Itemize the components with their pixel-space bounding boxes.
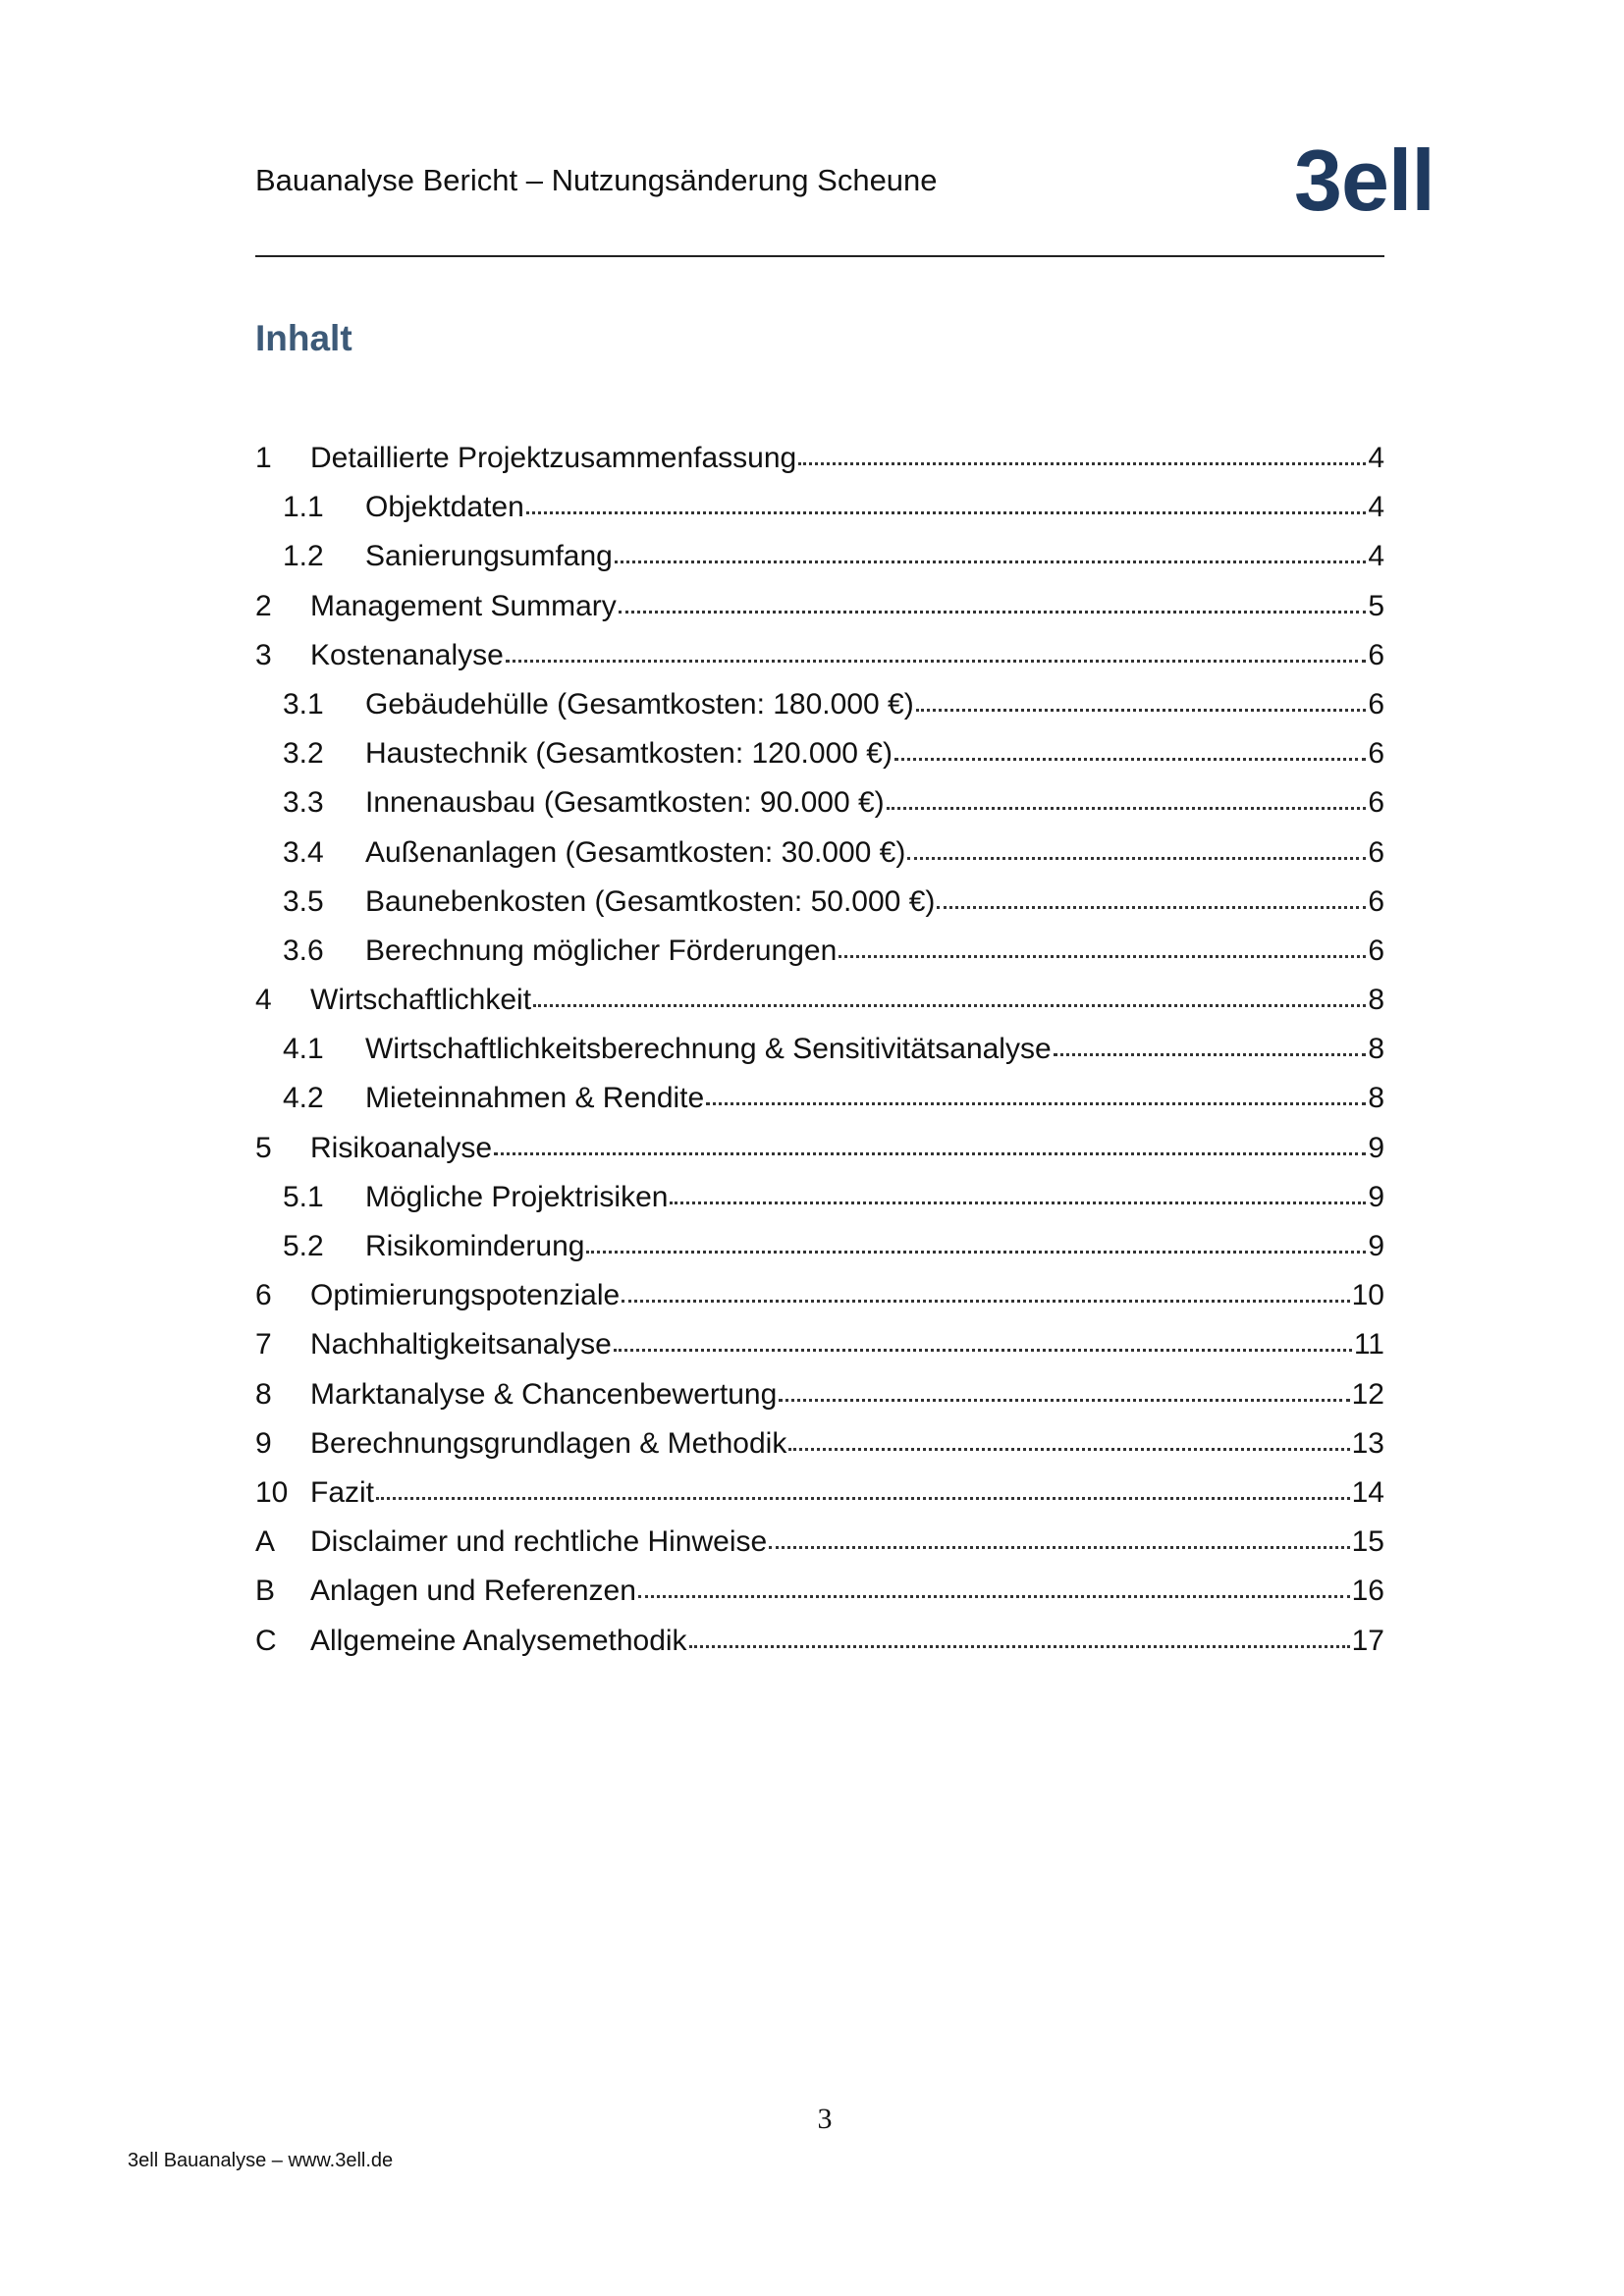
toc-entry[interactable] xyxy=(255,1074,1384,1123)
toc-entry-page: 13 xyxy=(1351,1426,1384,1460)
toc-entry-title: Disclaimer und rechtliche Hinweise xyxy=(310,1525,768,1559)
toc-entry-page: 5 xyxy=(1368,589,1384,622)
toc-entry-page: 17 xyxy=(1351,1624,1384,1657)
toc-entry-title: Anlagen und Referenzen xyxy=(310,1575,636,1608)
toc-heading: Inhalt xyxy=(255,318,352,358)
toc-entry-page: 15 xyxy=(1351,1525,1384,1559)
toc-entry[interactable] xyxy=(255,828,1384,878)
toc-entry-number: C xyxy=(255,1624,277,1657)
toc-entry-number: 5 xyxy=(255,1131,272,1164)
toc-entry-title: Innenausbau (Gesamtkosten: 90.000 €) xyxy=(365,786,885,820)
toc-entry[interactable] xyxy=(255,1271,1384,1320)
toc-entry[interactable] xyxy=(255,532,1384,581)
toc-entry-number: 2 xyxy=(255,589,272,622)
toc-dot-leader xyxy=(638,1595,1350,1598)
toc-entry-number: 3 xyxy=(255,638,272,671)
toc-entry[interactable] xyxy=(255,729,1384,778)
toc-entry-number: 3.4 xyxy=(283,835,324,869)
toc-entry[interactable] xyxy=(255,582,1384,631)
toc-entry-number: 3.2 xyxy=(283,737,324,771)
toc-entry-page: 9 xyxy=(1368,1131,1384,1164)
toc-entry-page: 8 xyxy=(1368,1082,1384,1115)
toc-dot-leader xyxy=(779,1399,1349,1402)
toc-entry-page: 6 xyxy=(1368,786,1384,820)
toc-dot-leader xyxy=(916,709,1367,712)
toc-entry[interactable] xyxy=(255,1124,1384,1173)
toc-entry[interactable] xyxy=(255,1222,1384,1271)
toc-entry-page: 12 xyxy=(1351,1377,1384,1411)
toc-entry[interactable] xyxy=(255,927,1384,976)
toc-entry-title: Gebäudehülle (Gesamtkosten: 180.000 €) xyxy=(365,687,914,721)
toc-entry-page: 6 xyxy=(1368,884,1384,918)
toc-entry-page: 6 xyxy=(1368,835,1384,869)
toc-entry[interactable] xyxy=(255,434,1384,483)
toc-dot-leader xyxy=(494,1152,1366,1155)
toc-dot-leader xyxy=(526,511,1367,514)
toc-dot-leader xyxy=(887,807,1367,810)
toc-entry-title: Marktanalyse & Chancenbewertung xyxy=(310,1377,778,1411)
toc-entry[interactable] xyxy=(255,976,1384,1025)
toc-entry[interactable] xyxy=(255,631,1384,680)
toc-entry-title: Berechnung möglicher Förderungen xyxy=(365,934,838,967)
toc-dot-leader xyxy=(894,758,1366,761)
toc-entry[interactable] xyxy=(255,1518,1384,1567)
page-number: 3 xyxy=(817,2103,833,2135)
toc-entry[interactable] xyxy=(255,1468,1384,1518)
toc-dot-leader xyxy=(614,1349,1352,1352)
toc-entry[interactable] xyxy=(255,1617,1384,1666)
toc-entry-page: 14 xyxy=(1351,1475,1384,1509)
toc-entry-number: 1.1 xyxy=(283,491,324,524)
toc-entry-title: Berechnungsgrundlagen & Methodik xyxy=(310,1426,787,1460)
toc-dot-leader xyxy=(506,660,1367,663)
toc-entry-page: 4 xyxy=(1368,442,1384,474)
toc-dot-leader xyxy=(533,1004,1366,1007)
toc-dot-leader xyxy=(1054,1053,1367,1056)
toc-dot-leader xyxy=(689,1645,1350,1648)
toc-entry-number: 6 xyxy=(255,1279,272,1312)
toc-entry-title: Fazit xyxy=(310,1475,375,1509)
toc-entry[interactable] xyxy=(255,483,1384,532)
toc-entry[interactable] xyxy=(255,1370,1384,1419)
toc-entry-number: 8 xyxy=(255,1377,272,1411)
toc-entry-title: Wirtschaftlichkeit xyxy=(310,984,532,1017)
toc-entry-page: 9 xyxy=(1368,1180,1384,1213)
toc-entry-page: 6 xyxy=(1368,737,1384,771)
toc-entry-title: Sanierungsumfang xyxy=(365,540,613,573)
toc-entry-number: 3.6 xyxy=(283,934,324,967)
toc-dot-leader xyxy=(622,1300,1349,1303)
toc-dot-leader xyxy=(839,955,1366,958)
header-divider xyxy=(255,255,1384,257)
toc-entry[interactable] xyxy=(255,680,1384,729)
toc-entry-page: 9 xyxy=(1368,1230,1384,1262)
toc-entry-title: Nachhaltigkeitsanalyse xyxy=(310,1328,612,1362)
toc-dot-leader xyxy=(788,1448,1349,1451)
toc-entry-title: Management Summary xyxy=(310,589,617,622)
toc-entry-number: 5.1 xyxy=(283,1180,324,1213)
toc-entry[interactable] xyxy=(255,1567,1384,1616)
toc-entry-number: 4.1 xyxy=(283,1033,324,1066)
toc-entry-title: Objektdaten xyxy=(365,491,524,524)
toc-entry-number: B xyxy=(255,1575,276,1608)
brand-logo: 3ell xyxy=(1294,132,1435,229)
toc-entry-number: 5.2 xyxy=(283,1230,324,1262)
toc-entry[interactable] xyxy=(255,1173,1384,1222)
toc-dot-leader xyxy=(798,462,1366,465)
toc-entry-number: 1.2 xyxy=(283,540,324,573)
document-header-title: Bauanalyse Bericht – Nutzungsänderung Scheune xyxy=(255,163,938,197)
toc-dot-leader xyxy=(706,1102,1366,1105)
toc-entry-number: 3.3 xyxy=(283,786,324,820)
toc-entry-number: 3.1 xyxy=(283,687,324,721)
toc-entry-title: Optimierungspotenziale xyxy=(310,1279,621,1312)
toc-entry-page: 16 xyxy=(1351,1575,1384,1608)
toc-entry-number: 3.5 xyxy=(283,884,324,918)
toc-dot-leader xyxy=(586,1251,1366,1254)
toc-entry-title: Mieteinnahmen & Rendite xyxy=(365,1082,705,1115)
toc-entry-page: 6 xyxy=(1368,687,1384,721)
toc-entry-title: Haustechnik (Gesamtkosten: 120.000 €) xyxy=(365,737,893,771)
toc-dot-leader xyxy=(937,906,1366,909)
toc-entry-title: Detaillierte Projektzusammenfassung xyxy=(310,442,797,474)
toc-dot-leader xyxy=(615,561,1366,563)
toc-entry-title: Allgemeine Analysemethodik xyxy=(310,1624,687,1657)
toc-entry[interactable] xyxy=(255,1419,1384,1468)
toc-entry-number: 4 xyxy=(255,984,272,1017)
toc-entry[interactable] xyxy=(255,1320,1384,1369)
toc-entry-page: 4 xyxy=(1368,491,1384,524)
toc-dot-leader xyxy=(619,611,1367,614)
toc-dot-leader xyxy=(769,1546,1349,1549)
toc-entry-page: 6 xyxy=(1368,638,1384,671)
toc-dot-leader xyxy=(670,1201,1366,1204)
toc-entry[interactable] xyxy=(255,1025,1384,1074)
footer-text: 3ell Bauanalyse – www.3ell.de xyxy=(128,2150,394,2171)
toc-entry-page: 10 xyxy=(1351,1279,1384,1312)
toc-entry-page: 8 xyxy=(1368,984,1384,1017)
toc-entry-number: 10 xyxy=(255,1475,289,1509)
toc-dot-leader xyxy=(376,1497,1350,1500)
toc-entry-page: 8 xyxy=(1368,1033,1384,1066)
toc-entry-number: A xyxy=(255,1525,276,1559)
toc-entry-page: 11 xyxy=(1353,1328,1384,1362)
toc-entry-title: Risikoanalyse xyxy=(310,1131,493,1164)
toc-entry-number: 4.2 xyxy=(283,1082,324,1115)
toc-entry[interactable] xyxy=(255,778,1384,828)
toc-entry-title: Baunebenkosten (Gesamtkosten: 50.000 €) xyxy=(365,884,936,918)
table-of-contents xyxy=(255,434,1384,1666)
toc-entry-number: 1 xyxy=(255,442,272,474)
toc-entry-page: 4 xyxy=(1368,540,1384,573)
toc-entry-number: 7 xyxy=(255,1328,272,1362)
toc-entry-page: 6 xyxy=(1368,934,1384,967)
toc-entry[interactable] xyxy=(255,878,1384,927)
toc-entry-title: Wirtschaftlichkeitsberechnung & Sensitivitätsanalyse xyxy=(365,1033,1052,1066)
toc-entry-number: 9 xyxy=(255,1426,272,1460)
toc-entry-title: Kostenanalyse xyxy=(310,638,504,671)
toc-entry-title: Außenanlagen (Gesamtkosten: 30.000 €) xyxy=(365,835,906,869)
toc-entry-title: Mögliche Projektrisiken xyxy=(365,1180,669,1213)
toc-entry-title: Risikominderung xyxy=(365,1230,585,1262)
toc-dot-leader xyxy=(907,857,1366,860)
